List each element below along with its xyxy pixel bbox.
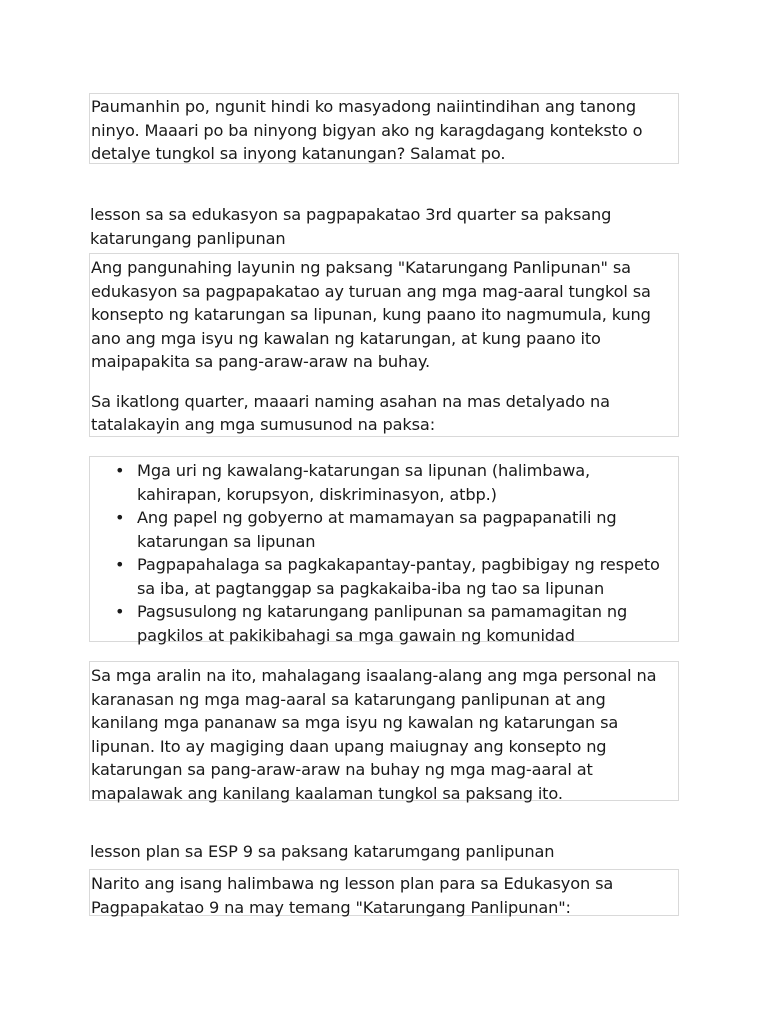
response-text: Sa mga aralin na ito, mahalagang isaalang-alang ang mga personal na karanasan ng mga mag-aaral sa katarungang panlipunan at ang kanilang mga pananaw sa mga isyu ng kawalan ng katarungan sa lipunan. Ito ay magiging daan upang maiugnay ang konsepto ng katarungan sa pang-araw-araw na buhay ng mga mag-aaral at mapalawak ang kanilang kaalaman tungkol sa paksang ito. bbox=[91, 666, 657, 803]
response-text: Paumanhin po, ngunit hindi ko masyadong naiintindihan ang tanong ninyo. Maaari po ba ninyong bigyan ako ng karagdagang konteksto o detalye tungkol sa inyong katanungan? Salamat po. bbox=[91, 97, 643, 163]
bullet-icon: • bbox=[115, 508, 125, 527]
response-box-3 bbox=[89, 661, 679, 801]
list-item-text: Ang papel ng gobyerno at mamamayan sa pagpapanatili ng katarungan sa lipunan bbox=[137, 508, 617, 551]
list-item-text: Mga uri ng kawalang-katarungan sa lipunan (halimbawa, kahirapan, korupsyon, diskriminasyon, atbp.) bbox=[137, 461, 590, 504]
list-item bbox=[91, 459, 678, 506]
bullet-icon: • bbox=[115, 602, 125, 621]
list-item-text: Pagsusulong ng katarungang panlipunan sa pamamagitan ng pagkilos at pakikibahagi sa mga gawain ng komunidad bbox=[137, 602, 628, 645]
prompt-text-2: lesson plan sa ESP 9 sa paksang katarumgang panlipunan bbox=[90, 842, 555, 861]
response-paragraph-2: Sa ikatlong quarter, maaari naming asahan na mas detalyado na tatalakayin ang mga sumusunod na paksa: bbox=[91, 391, 610, 434]
bullet-icon: • bbox=[115, 461, 125, 480]
prompt-text-1: lesson sa sa edukasyon sa pagpapakatao 3rd quarter sa paksang katarungang panlipunan bbox=[90, 205, 612, 248]
topics-list bbox=[91, 459, 678, 647]
response-box-1 bbox=[89, 93, 679, 164]
list-item bbox=[91, 553, 678, 600]
topics-list-box bbox=[89, 456, 679, 645]
list-item bbox=[91, 600, 678, 647]
response-box-2 bbox=[89, 253, 679, 437]
response-paragraph-1: Ang pangunahing layunin ng paksang "Katarungang Panlipunan" sa edukasyon sa pagpapakatao ay turuan ang mga mag-aaral tungkol sa konsepto ng katarungan sa lipunan, kung paano ito nagmumula, kung ano ang mga isyu ng kawalan ng katarungan, at kung paano ito maipapakita sa pang-araw-araw na buhay. bbox=[91, 258, 651, 371]
bullet-icon: • bbox=[115, 555, 125, 574]
list-item-text: Pagpapahalaga sa pagkakapantay-pantay, pagbibigay ng respeto sa iba, at pagtanggap sa pagkakaiba-iba ng tao sa lipunan bbox=[137, 555, 660, 598]
response-box-4 bbox=[89, 869, 679, 916]
list-item bbox=[91, 506, 678, 553]
response-text: Narito ang isang halimbawa ng lesson plan para sa Edukasyon sa Pagpapakatao 9 na may temang "Katarungang Panlipunan": bbox=[91, 874, 614, 917]
